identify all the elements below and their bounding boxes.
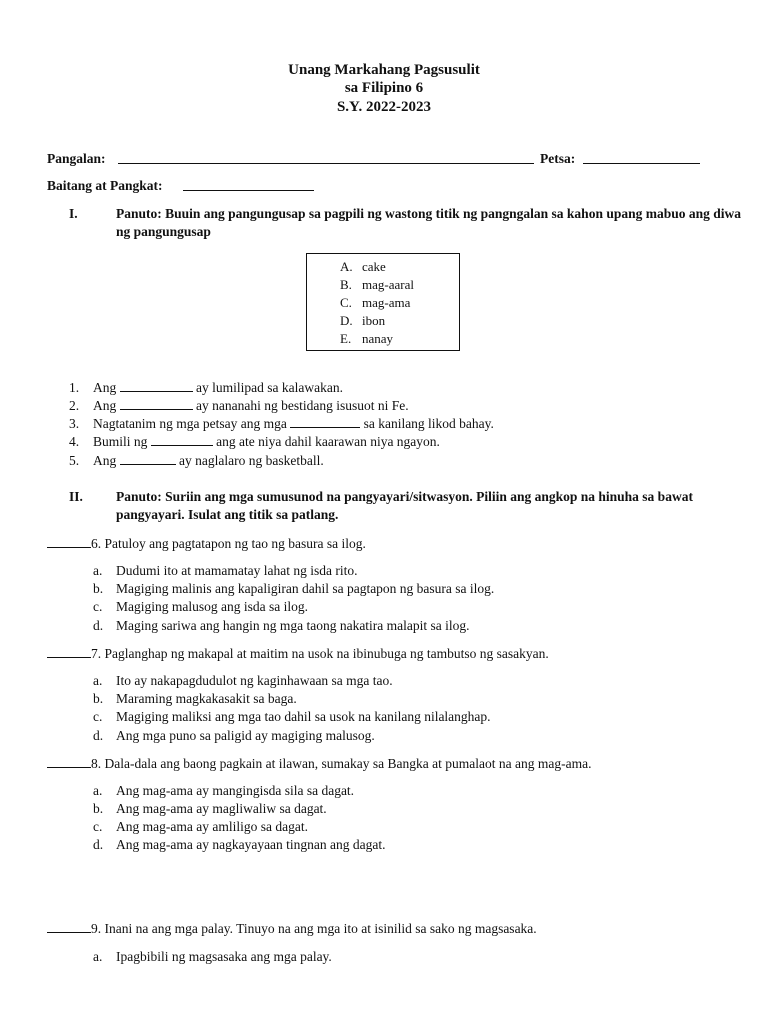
choice-letter: a. <box>93 673 103 688</box>
part1-instruction: Panuto: Buuin ang pangungusap sa pagpili ng wastong titik ng pangngalan sa kahon upang mabuo ang diwa ng pangungusap <box>116 206 742 239</box>
exam-title: Unang Markahang Pagsusulit <box>288 62 480 78</box>
answer-blank[interactable] <box>47 535 91 548</box>
choice-text: Ito ay nakapagdudulot ng kaginhawaan sa mga tao. <box>116 673 393 688</box>
choice-text: Maging sariwa ang hangin ng mga taong nakatira malapit sa ilog. <box>116 618 470 633</box>
choice-a: A. cake <box>340 259 386 274</box>
question-6 <box>47 535 366 553</box>
grade-section-label: Baitang at Pangkat: <box>47 178 163 193</box>
item-number: 5. <box>69 453 80 468</box>
question-7 <box>47 645 549 663</box>
question-number: 8. <box>91 756 102 771</box>
question-number: 7. <box>91 646 102 661</box>
answer-blank[interactable] <box>47 755 91 768</box>
choice-letter: b. <box>93 581 104 596</box>
choice-text: Ipagbibili ng magsasaka ang mga palay. <box>116 949 332 964</box>
choice-letter: b. <box>93 801 104 816</box>
question-text: Paglanghap ng makapal at maitim na usok na ibinubuga ng tambutso ng sasakyan. <box>104 646 549 661</box>
choice-letter: d. <box>93 728 104 743</box>
item-number: 3. <box>69 416 80 431</box>
question-text: Patuloy ang pagtatapon ng tao ng basura sa ilog. <box>104 536 366 551</box>
answer-blank[interactable] <box>47 645 91 658</box>
part2-numeral: II. <box>69 489 83 504</box>
question-number: 9. <box>91 921 102 936</box>
choice-text: Ang mga puno sa paligid ay magiging malusog. <box>116 728 375 743</box>
choice-d: D. ibon <box>340 313 386 328</box>
item-text: Ang <box>93 453 117 468</box>
choice-letter: b. <box>93 691 104 706</box>
part1-numeral: I. <box>69 206 78 221</box>
question-number: 6. <box>91 536 102 551</box>
item-text: ay nananahi ng bestidang isusuot ni Fe. <box>196 398 409 413</box>
name-label: Pangalan: <box>47 151 106 166</box>
choice-text: Magiging malusog ang isda sa ilog. <box>116 599 308 614</box>
choice-letter: c. <box>93 709 103 724</box>
question-8 <box>47 755 591 773</box>
choice-text: Maraming magkakasakit sa baga. <box>116 691 297 706</box>
answer-blank[interactable] <box>120 452 176 465</box>
choice-text: Magiging malinis ang kapaligiran dahil sa pagtapon ng basura sa ilog. <box>116 581 495 596</box>
choice-text: Ang mag-ama ay magliwaliw sa dagat. <box>116 801 327 816</box>
item-text: Bumili ng <box>93 434 148 449</box>
choice-letter: d. <box>93 618 104 633</box>
answer-blank[interactable] <box>47 920 91 933</box>
item-text: ay naglalaro ng basketball. <box>179 453 324 468</box>
choices-box <box>306 253 460 351</box>
name-field[interactable] <box>118 163 534 164</box>
choice-letter: a. <box>93 563 103 578</box>
answer-blank[interactable] <box>290 415 360 428</box>
exam-subject: sa Filipino 6 <box>344 80 424 96</box>
question-text: Inani na ang mga palay. Tinuyo na ang mga ito at isinilid sa sako ng magsasaka. <box>104 921 537 936</box>
question-9 <box>47 920 537 938</box>
school-year: S.Y. 2022-2023 <box>336 99 432 115</box>
choice-text: Ang mag-ama ay amliligo sa dagat. <box>116 819 308 834</box>
choice-text: Magiging maliksi ang mga tao dahil sa usok na kanilang nilalanghap. <box>116 709 491 724</box>
item-number: 2. <box>69 398 80 413</box>
item-text: ay lumilipad sa kalawakan. <box>196 380 343 395</box>
answer-blank[interactable] <box>120 379 193 392</box>
choice-letter: c. <box>93 599 103 614</box>
part2-instruction: Panuto: Suriin ang mga sumusunod na pangyayari/sitwasyon. Piliin ang angkop na hinuha sa bawat pangyayari. Isulat ang titik sa patlang. <box>116 489 693 522</box>
choice-text: Ang mag-ama ay nagkayayaan tingnan ang dagat. <box>116 837 386 852</box>
question-text: Dala-dala ang baong pagkain at ilawan, sumakay sa Bangka at pumalaot na ang mag-ama. <box>104 756 592 771</box>
date-label: Petsa: <box>540 151 576 166</box>
choice-letter: c. <box>93 819 103 834</box>
choice-b: B. mag-aaral <box>340 277 414 292</box>
item-number: 4. <box>69 434 80 449</box>
item-text: Ang <box>93 380 117 395</box>
choice-c: C. mag-ama <box>340 295 411 310</box>
choice-text: Dudumi ito at mamamatay lahat ng isda rito. <box>116 563 358 578</box>
choice-letter: d. <box>93 837 104 852</box>
choice-e: E. nanay <box>340 331 394 346</box>
item-text: ang ate niya dahil kaarawan niya ngayon. <box>216 434 440 449</box>
item-text: sa kanilang likod bahay. <box>363 416 494 431</box>
item-text: Ang <box>93 398 117 413</box>
answer-blank[interactable] <box>151 433 213 446</box>
choice-letter: a. <box>93 783 103 798</box>
grade-section-field[interactable] <box>183 190 314 191</box>
date-field[interactable] <box>583 163 700 164</box>
choice-letter: a. <box>93 949 103 964</box>
choice-text: Ang mag-ama ay mangingisda sila sa dagat. <box>116 783 355 798</box>
item-number: 1. <box>69 380 80 395</box>
item-text: Nagtatanim ng mga petsay ang mga <box>93 416 287 431</box>
answer-blank[interactable] <box>120 397 193 410</box>
